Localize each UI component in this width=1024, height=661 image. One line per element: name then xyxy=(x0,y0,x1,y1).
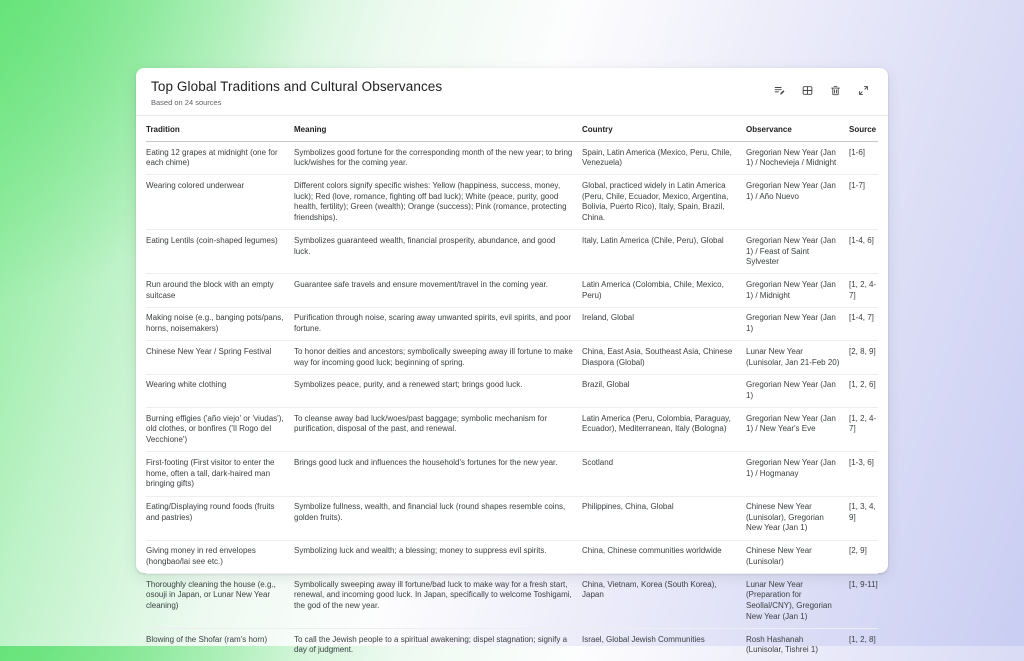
card-header xyxy=(136,68,888,116)
table-row xyxy=(146,375,878,408)
table-row xyxy=(146,308,878,341)
cell-observance: Gregorian New Year (Jan 1) / Hogmanay xyxy=(746,457,836,478)
cell-observance: Gregorian New Year (Jan 1) / Año Nuevo xyxy=(746,180,836,201)
cell-meaning: Purification through noise, scaring away unwanted spirits, evil spirits, and poor fortune. xyxy=(294,313,572,334)
cell-observance: Gregorian New Year (Jan 1) / Midnight xyxy=(746,279,836,300)
cell-meaning: Symbolically sweeping away ill fortune/bad luck to make way for a fresh start, renewal, and incoming good luck. In Japan, specifically to welcome Toshigami, the god of the new year. xyxy=(294,579,572,611)
cell-tradition: First-footing (First visitor to enter the home, often a tall, dark-haired man bringing gifts) xyxy=(146,457,275,489)
cell-tradition: Eating 12 grapes at midnight (one for each chime) xyxy=(146,147,278,168)
cell-country: Latin America (Peru, Colombia, Paraguay, Ecuador), Mediterranean, Italy (Bologna) xyxy=(582,413,731,434)
table-row xyxy=(146,574,878,629)
column-header-meaning: Meaning xyxy=(294,125,327,134)
cell-tradition: Run around the block with an empty suitcase xyxy=(146,279,274,300)
table-grid-icon xyxy=(801,84,814,97)
cell-source: [1, 2, 6] xyxy=(849,380,876,390)
table-header-row xyxy=(146,116,878,142)
cell-source: [1-3, 6] xyxy=(849,457,874,467)
cell-source: [1-4, 6] xyxy=(849,235,874,245)
cell-observance: Lunar New Year (Lunisolar, Jan 21-Feb 20) xyxy=(746,346,840,367)
cell-observance: Gregorian New Year (Jan 1) xyxy=(746,380,836,400)
cell-tradition: Eating Lentils (coin-shaped legumes) xyxy=(146,235,278,245)
cell-observance: Chinese New Year (Lunisolar), Gregorian New Year (Jan 1) xyxy=(746,502,824,533)
cell-meaning: To honor deities and ancestors; symbolically sweeping away ill fortune to make way for incoming good luck; beginning of spring. xyxy=(294,346,573,367)
cell-source: [2, 8, 9] xyxy=(849,346,876,356)
cell-meaning: Different colors signify specific wishes: Yellow (happiness, success, money, luck); Red (love, romance, fighting off bad luck); White (peace, purity, good health, fertility); Green (wealth); Orange (success); Pink (romance, protecting friendships). xyxy=(294,180,567,223)
cell-country: Brazil, Global xyxy=(582,380,630,390)
cell-tradition: Giving money in red envelopes (hongbao/lai see etc.) xyxy=(146,546,256,566)
cell-observance: Gregorian New Year (Jan 1) / Feast of Saint Sylvester xyxy=(746,235,836,267)
cell-country: Scotland xyxy=(582,457,614,467)
cell-tradition: Making noise (e.g., banging pots/pans, horns, noisemakers) xyxy=(146,313,284,334)
cell-meaning: Symbolizes peace, purity, and a renewed start; brings good luck. xyxy=(294,380,523,390)
table-row xyxy=(146,142,878,175)
sources-count-label: Based on 24 sources xyxy=(151,98,222,107)
column-header-source: Source xyxy=(849,125,877,134)
table-view-button[interactable] xyxy=(799,82,816,99)
cell-tradition: Eating/Displaying round foods (fruits and pastries) xyxy=(146,502,275,522)
page-title: Top Global Traditions and Cultural Observances xyxy=(151,79,443,94)
column-header-tradition: Tradition xyxy=(146,125,180,134)
cell-tradition: Thoroughly cleaning the house (e.g., osouji in Japan, or Lunar New Year cleaning) xyxy=(146,579,276,611)
table-row xyxy=(146,341,878,374)
table-row xyxy=(146,230,878,274)
cell-observance: Rosh Hashanah (Lunisolar, Tishrei 1) xyxy=(746,634,819,655)
cell-tradition: Burning effigies ('año viejo' or 'viudas'), old clothes, or bonfires ('Il Rogo del Vecchione') xyxy=(146,413,284,445)
table-row xyxy=(146,408,878,452)
cell-tradition: Wearing colored underwear xyxy=(146,180,245,190)
cell-meaning: Symbolizes good fortune for the corresponding month of the new year; to bring luck/wishes for the coming year. xyxy=(294,147,573,168)
cell-meaning: Brings good luck and influences the household's fortunes for the new year. xyxy=(294,457,558,467)
traditions-table xyxy=(136,116,888,661)
cell-source: [1, 3, 4, 9] xyxy=(849,502,876,522)
cell-tradition: Wearing white clothing xyxy=(146,380,227,390)
table-row xyxy=(146,629,878,661)
cell-observance: Chinese New Year (Lunisolar) xyxy=(746,546,812,566)
cell-observance: Gregorian New Year (Jan 1) / New Year's Eve xyxy=(746,413,836,434)
cell-country: China, Chinese communities worldwide xyxy=(582,546,722,556)
cell-source: [1, 2, 8] xyxy=(849,634,876,644)
cell-source: [1-6] xyxy=(849,147,866,157)
delete-table-button[interactable] xyxy=(827,82,844,99)
cell-tradition: Chinese New Year / Spring Festival xyxy=(146,346,272,356)
cell-meaning: To cleanse away bad luck/woes/past baggage; symbolic mechanism for purification, disposal of the past, and renewal. xyxy=(294,413,548,434)
cell-country: Spain, Latin America (Mexico, Peru, Chile, Venezuela) xyxy=(582,147,732,168)
cell-source: [1-4, 7] xyxy=(849,313,874,323)
cell-country: Philippines, China, Global xyxy=(582,502,674,512)
cell-country: China, Vietnam, Korea (South Korea), Japan xyxy=(582,579,717,600)
cell-source: [1-7] xyxy=(849,180,866,190)
table-row xyxy=(146,175,878,230)
column-header-observance: Observance xyxy=(746,125,792,134)
cell-source: [2, 9] xyxy=(849,546,867,556)
cell-meaning: Symbolize fullness, wealth, and financial luck (round shapes resemble coins, golden fruits). xyxy=(294,502,566,522)
header-actions xyxy=(771,79,872,99)
table-row xyxy=(146,541,878,574)
cell-observance: Lunar New Year (Preparation for Seollal/CNY), Gregorian New Year (Jan 1) xyxy=(746,579,832,621)
cell-country: Global, practiced widely in Latin America (Peru, Chile, Ecuador, Mexico, Argentina, Bolivia, Puerto Rico), Italy, Spain, Brazil, China. xyxy=(582,180,729,223)
generated-table-card xyxy=(136,68,888,655)
table-row xyxy=(146,274,878,307)
cell-meaning: To call the Jewish people to a spiritual awakening; dispel stagnation; signify a day of judgment. xyxy=(294,634,568,655)
cell-country: Latin America (Colombia, Chile, Mexico, Peru) xyxy=(582,279,724,300)
table-row xyxy=(146,497,878,541)
cell-meaning: Symbolizes guaranteed wealth, financial prosperity, abundance, and good luck. xyxy=(294,235,556,256)
table-row xyxy=(146,452,878,496)
trash-icon xyxy=(829,84,842,97)
cell-observance: Gregorian New Year (Jan 1) / Nochevieja / Midnight xyxy=(746,147,837,168)
card-header-text xyxy=(151,79,442,107)
cell-source: [1, 2, 4-7] xyxy=(849,279,877,300)
table-body xyxy=(146,142,878,661)
cell-source: [1, 2, 4-7] xyxy=(849,413,877,434)
column-header-country: Country xyxy=(582,125,613,134)
cell-observance: Gregorian New Year (Jan 1) xyxy=(746,313,836,334)
cell-country: Israel, Global Jewish Communities xyxy=(582,634,705,644)
cell-source: [1, 9-11] xyxy=(849,579,878,589)
cell-tradition: Blowing of the Shofar (ram's horn) xyxy=(146,634,268,644)
cell-meaning: Guarantee safe travels and ensure movement/travel in the coming year. xyxy=(294,279,548,289)
cell-country: Ireland, Global xyxy=(582,313,635,323)
cell-country: Italy, Latin America (Chile, Peru), Global xyxy=(582,235,724,245)
expand-icon xyxy=(857,84,870,97)
expand-table-button[interactable] xyxy=(855,82,872,99)
cell-meaning: Symbolizing luck and wealth; a blessing; money to suppress evil spirits. xyxy=(294,546,547,556)
edit-table-button[interactable] xyxy=(771,82,788,99)
cell-country: China, East Asia, Southeast Asia, Chinese Diaspora (Global) xyxy=(582,346,733,367)
edit-note-icon xyxy=(773,84,786,97)
